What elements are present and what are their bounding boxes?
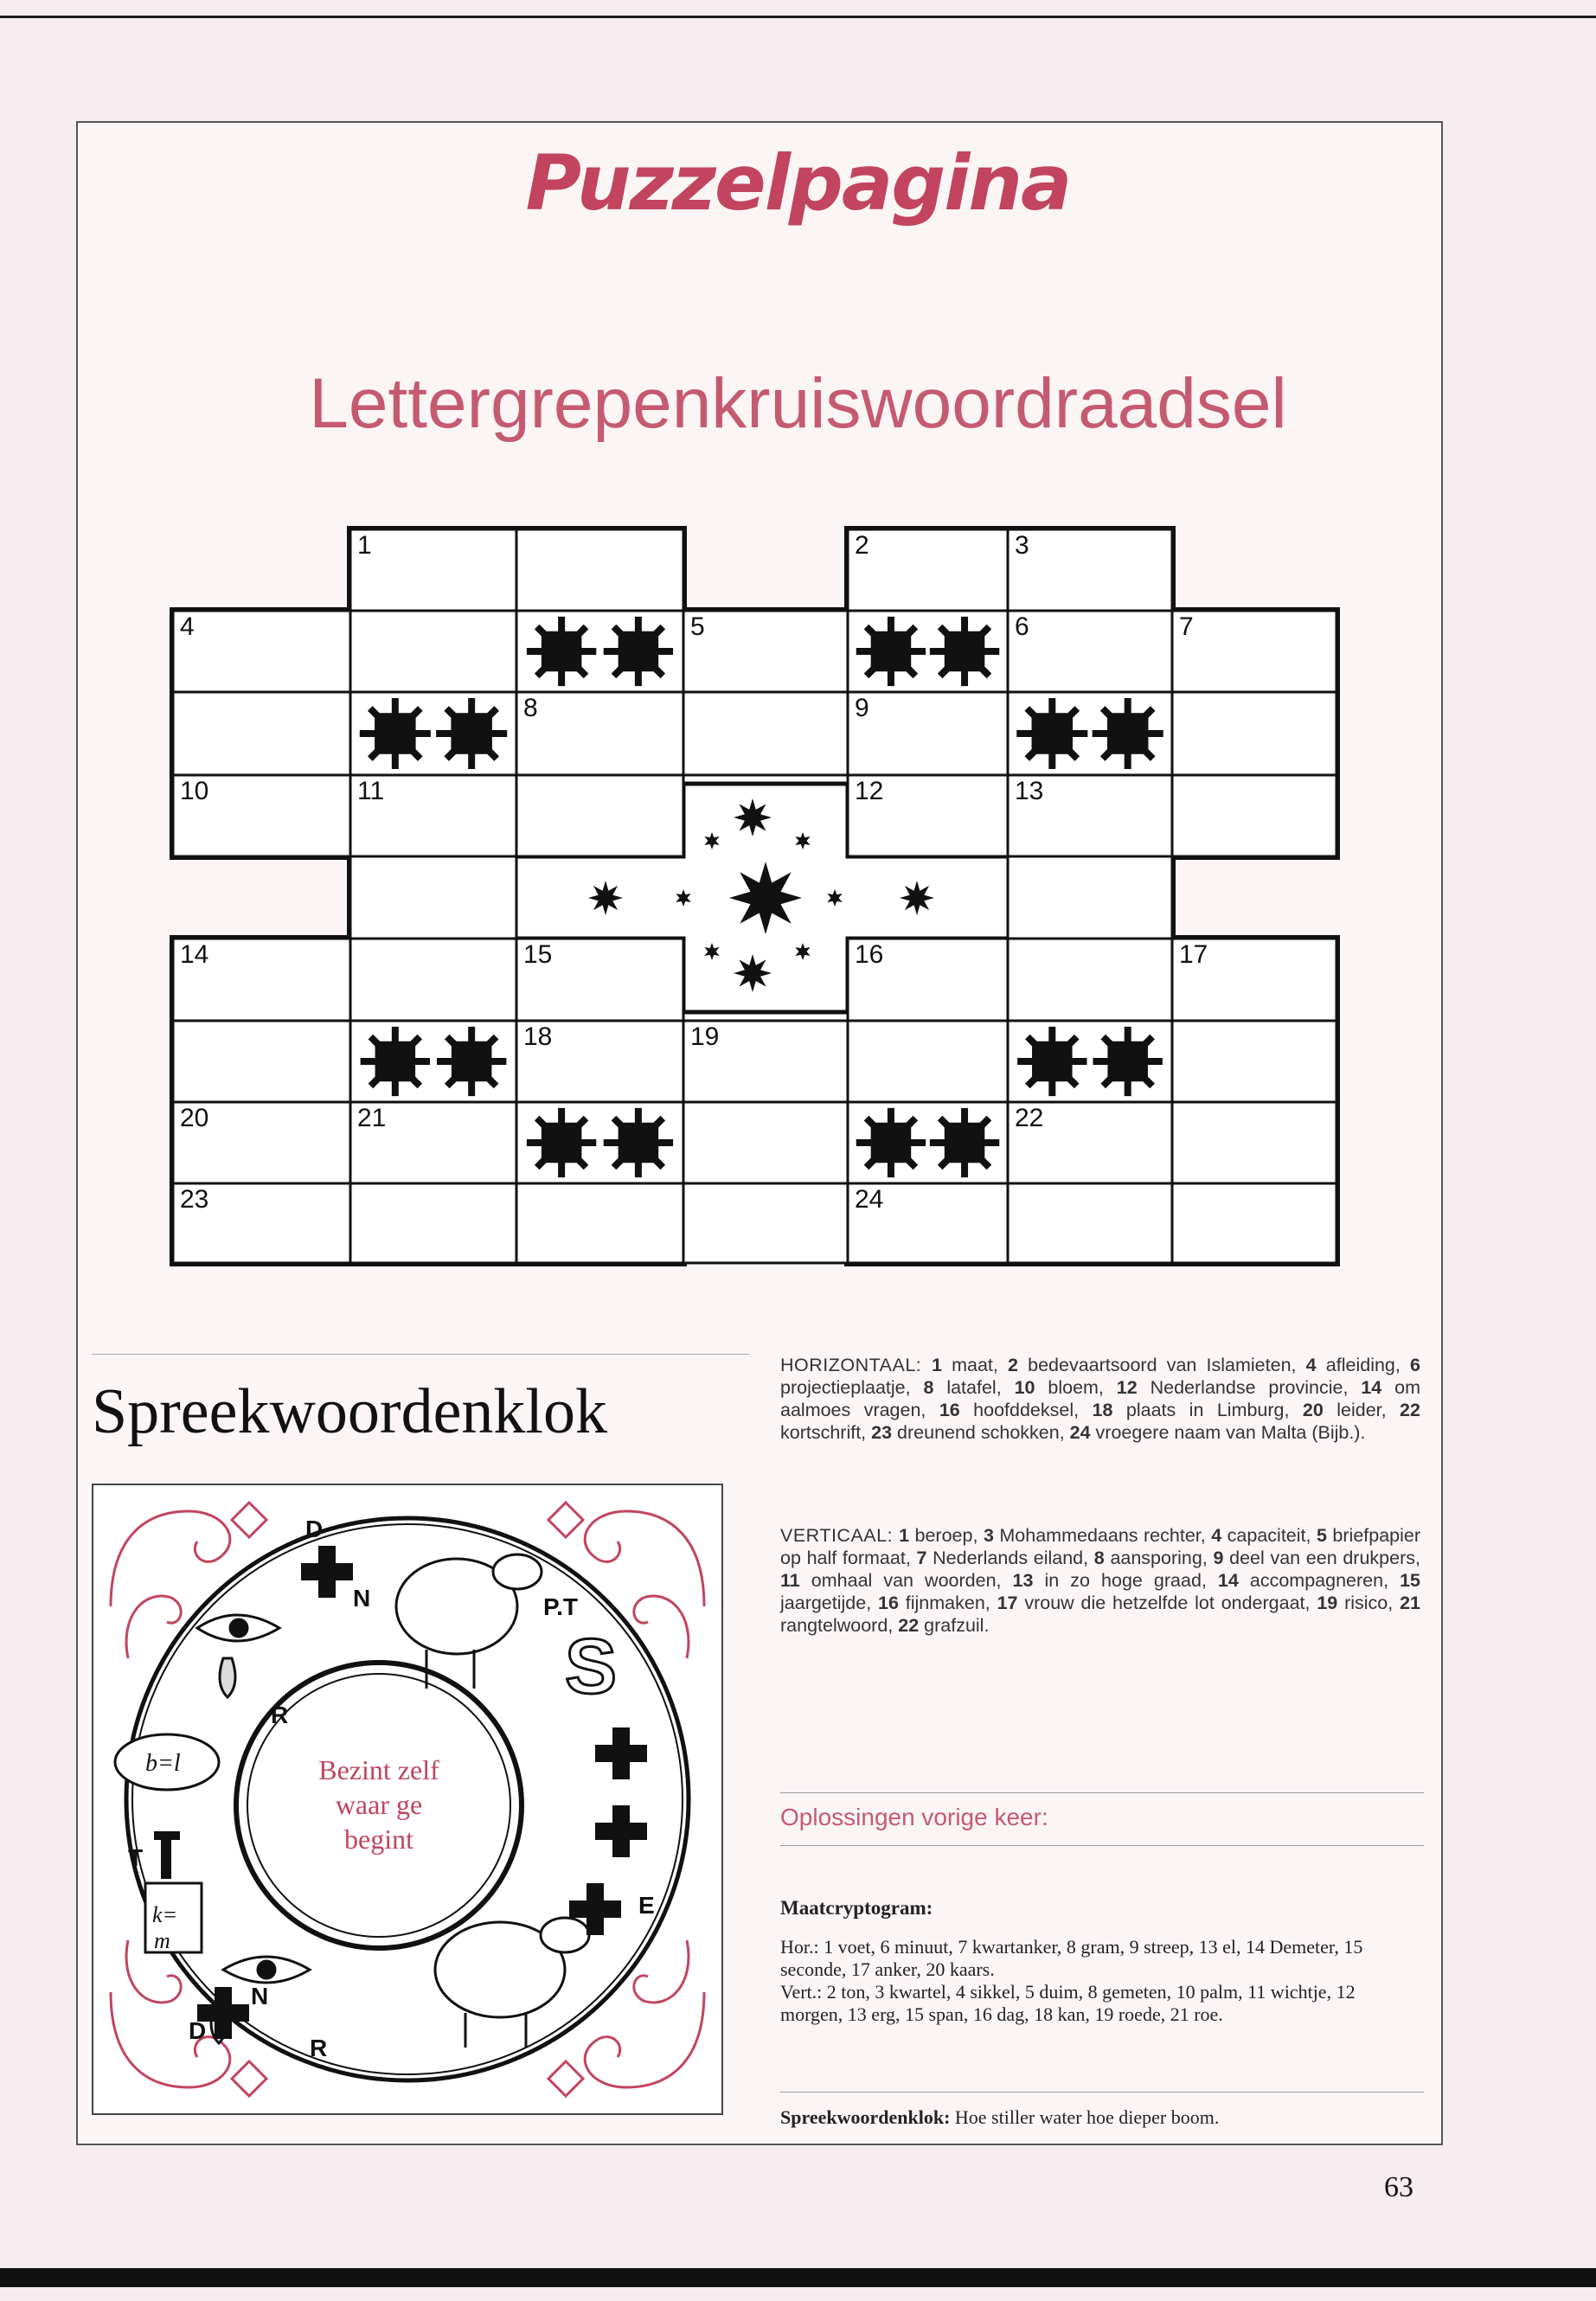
cell-number: 23 [180,1185,209,1214]
clue-text: risico, [1344,1593,1401,1613]
grid-cell [350,611,516,692]
clue-text: maat, [952,1355,1009,1375]
star-icon [856,617,926,686]
clue-text: dreunend schokken, [897,1422,1070,1443]
solution-proverb [780,2106,1219,2129]
clue-number: 22 [1400,1400,1420,1420]
grid-cell [683,611,848,692]
star-icon [734,798,772,836]
grid-cell [173,692,350,775]
clue-number: 1 [931,1355,952,1375]
clock-letter: R [310,2035,328,2061]
star-icon [604,617,673,686]
cell-number: 22 [1015,1104,1044,1132]
cell-number: 15 [523,940,553,969]
star-icon [930,1108,999,1177]
cell-number: 5 [690,612,705,641]
clock-letter: N [353,1585,371,1612]
clue-text: om aalmoes vragen, [780,1377,1420,1420]
clue-text: fijnmaken, [905,1593,997,1613]
clue-text: beroep, [914,1525,984,1546]
clue-text: deel van een drukpers, [1229,1548,1420,1568]
cell-number: 9 [855,694,869,722]
star-icon [1016,698,1087,769]
solution-maatcryptogram-title: Maatcryptogram: [780,1897,933,1919]
clue-text: accompagneren, [1249,1570,1401,1591]
star-icon [1093,698,1163,769]
bottom-rule [0,2268,1596,2287]
cell-number: 16 [855,940,884,969]
star-icon [900,881,934,915]
star-icon [930,617,999,686]
grid-cell [1172,775,1336,856]
clue-number: 2 [1008,1355,1029,1375]
clock-letter: D [189,2017,207,2044]
puzzle-title: Lettergrepenkruiswoordraadsel [309,364,1287,443]
star-icon [604,1108,673,1177]
clue-number: 16 [878,1593,906,1613]
clock-letter: N [251,1983,269,2009]
clue-number: 17 [997,1593,1025,1613]
star-icon [729,862,802,934]
grid-cell [1008,529,1172,611]
cell-number: 21 [357,1104,387,1132]
clue-number: 16 [939,1400,974,1420]
grid-cell [1008,1183,1172,1263]
proverb-clock-illustration [93,1485,721,2113]
clue-number: 1 [899,1525,915,1546]
grid-cell [848,529,1008,611]
grid-cell [683,1102,848,1183]
grid-cell [173,611,350,692]
clock-center-text: waar ge [335,1789,423,1820]
clue-number: 7 [916,1548,933,1568]
clue-text: briefpapier op half formaat, [780,1525,1421,1568]
clue-text: rangtelwoord, [780,1615,899,1636]
clue-number: 8 [1093,1548,1111,1568]
divider [92,1354,749,1355]
cell-number: 18 [523,1022,553,1051]
clue-text: latafel, [946,1377,1015,1398]
grid-cell [848,692,1008,775]
clue-number: 12 [1116,1377,1151,1398]
grid-cell [350,1183,516,1263]
cell-number: 1 [357,531,372,560]
clue-text: omhaal van woorden, [811,1570,1013,1591]
divider [780,2092,1424,2093]
clue-number: 21 [1400,1593,1420,1613]
clue-number: 15 [1400,1570,1421,1591]
grid-cell [1172,1021,1336,1102]
clue-number: 13 [1012,1570,1045,1591]
clue-number: 19 [1317,1593,1345,1613]
clue-number: 8 [923,1377,947,1398]
grid-cell [1008,856,1172,939]
cell-number: 3 [1015,531,1029,560]
clock-letter: R [271,1702,289,1728]
clue-number: 20 [1302,1400,1337,1420]
divider [780,1792,1424,1793]
clue-text: bedevaartsoord van Islamieten, [1028,1355,1306,1375]
clue-text: afleiding, [1325,1355,1411,1375]
clue-text: projectieplaatje, [780,1377,924,1398]
clue-number: 18 [1092,1400,1126,1420]
clues-horizontal [780,1354,1420,1444]
clock-center-text: Bezint zelf [318,1754,439,1785]
page-number: 63 [1384,2171,1413,2203]
grid-cell [516,529,683,611]
clock-letter: P.T [543,1593,578,1620]
clue-text: Nederlandse provincie, [1150,1377,1362,1398]
clue-number: 11 [780,1570,811,1591]
clue-number: 24 [1069,1422,1096,1443]
pig-icon [115,1734,219,1790]
clue-text: Mohammedaans rechter, [999,1525,1212,1546]
clue-heading: HORIZONTAAL: [780,1355,932,1375]
grid-cell [350,939,516,1021]
solution-proverb-answer: Hoe stiller water hoe dieper boom. [954,2106,1220,2128]
grid-cell [683,692,848,775]
svg-text:k=: k= [152,1902,178,1927]
svg-text:m: m [154,1928,170,1953]
star-icon [437,1027,506,1096]
star-icon [734,954,772,992]
clue-text: vrouw die hetzelfde lot ondergaat, [1024,1593,1317,1613]
cell-number: 10 [180,777,209,805]
solution-vertical: Vert.: 2 ton, 3 kwartel, 4 sikkel, 5 duim, 8 gemeten, 10 palm, 11 wichtje, 12 morgen, 13 erg, 15 span, 16 dag, 18 kan, 19 roede, 21 roe. [780,1981,1356,2025]
star-icon [588,881,623,915]
solution-maatcryptogram [780,1936,1420,2026]
star-icon [527,1108,596,1177]
cell-number: 14 [180,940,209,969]
cell-number: 6 [1015,612,1029,641]
jug-icon [145,1883,202,1953]
clue-number: 6 [1410,1355,1420,1375]
clue-number: 5 [1316,1525,1333,1546]
cell-number: 2 [855,531,869,560]
clue-text: grafzuil. [924,1615,990,1636]
grid-cell [173,1021,350,1102]
clue-text: Nederlands eiland, [933,1548,1094,1568]
star-icon [1093,1027,1163,1096]
grid-cell [1172,1183,1336,1263]
clock-letter: T [128,1844,144,1871]
clock-letter: D [305,1516,324,1542]
grid-cell [350,529,516,611]
clue-number: 10 [1014,1377,1048,1398]
cell-number: 19 [690,1022,720,1051]
clue-text: plaats in Limburg, [1125,1400,1303,1420]
proverb-clock [92,1484,723,2115]
letter-s-icon [565,1624,617,1710]
proverb-clock-title: Spreekwoordenklok [92,1376,607,1447]
clue-text: jaargetijde, [780,1593,879,1613]
clue-text: aansporing, [1110,1548,1214,1568]
cell-number: 8 [523,694,538,722]
clue-text: hoofddeksel, [973,1400,1093,1420]
svg-text:S: S [565,1624,618,1710]
clock-letter: E [638,1892,655,1919]
clue-text: in zo hoge graad, [1044,1570,1218,1591]
clue-number: 14 [1361,1377,1395,1398]
clue-number: 23 [871,1422,898,1443]
clue-text: kortschrift, [780,1422,872,1443]
star-icon [527,617,596,686]
grid-cell [1172,1102,1336,1183]
solution-horizontal: Hor.: 1 voet, 6 minuut, 7 kwartanker, 8 gram, 9 streep, 13 el, 14 Demeter, 15 seconde, 17 anker, 20 kaars. [780,1936,1363,1980]
cell-number: 7 [1179,612,1194,641]
grid-cell [683,1183,848,1263]
grid-cell [1172,692,1336,775]
clue-heading: VERTICAAL: [780,1525,900,1546]
clue-number: 14 [1217,1570,1250,1591]
cell-number: 24 [855,1185,884,1214]
star-icon [436,698,507,769]
clue-number: 9 [1213,1548,1230,1568]
star-icon [360,698,431,769]
cell-number: 17 [1179,940,1208,969]
grid-cell [1008,939,1172,1021]
clue-text: vroegere naam van Malta (Bijb.). [1095,1422,1366,1443]
cell-number: 12 [855,777,884,805]
grid-cell [516,1183,683,1263]
clues-vertical [780,1524,1420,1637]
grid-cell [350,856,516,939]
divider [780,1845,1424,1846]
cell-number: 4 [180,612,195,641]
svg-text:b=l: b=l [145,1750,181,1777]
grid-cell [516,775,683,856]
star-icon [1017,1027,1086,1096]
solution-proverb-label: Spreekwoordenklok: [780,2106,951,2128]
grid-cell [516,692,683,775]
cell-number: 20 [180,1104,209,1132]
solutions-title: Oplossingen vorige keer: [780,1804,1048,1830]
clue-text: bloem, [1048,1377,1117,1398]
cell-number: 13 [1015,777,1044,805]
clue-text: leider, [1336,1400,1401,1420]
cell-number: 11 [357,777,385,805]
clue-number: 4 [1305,1355,1326,1375]
star-icon [361,1027,430,1096]
clue-number: 22 [898,1615,925,1636]
grid-cell [1172,611,1336,692]
clue-number: 4 [1211,1525,1227,1546]
clock-center-text: begint [344,1823,413,1855]
grid-cell [848,1021,1008,1102]
clue-text: capaciteit, [1227,1525,1317,1546]
page-title: Puzzelpagina [525,138,1071,228]
grid-cell [1008,611,1172,692]
clue-number: 3 [983,1525,1000,1546]
star-icon [856,1108,926,1177]
